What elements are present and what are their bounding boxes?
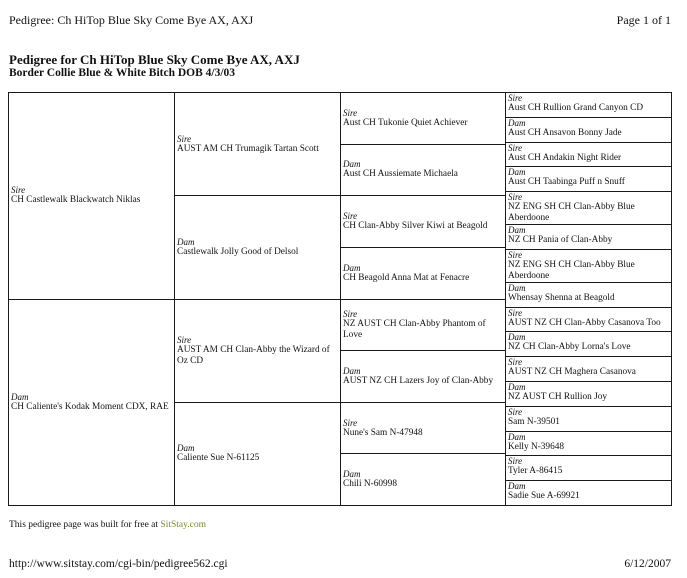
gen4-ancestor-cell (506, 143, 672, 168)
ancestor-role: Dam (508, 225, 526, 236)
generation-3-column (341, 93, 506, 505)
gen3-ancestor-cell (341, 93, 505, 145)
ancestor-role: Sire (508, 456, 523, 467)
ancestor-role: Sire (508, 142, 523, 153)
ancestor-name: CH Beagold Anna Mat at Fenacre (343, 272, 470, 283)
gen1-ancestor-cell (9, 300, 174, 506)
ancestor-name: AUST NZ CH Clan-Abby Casanova Too (508, 317, 661, 328)
gen2-ancestor-cell (175, 196, 340, 299)
ancestor-role: Sire (508, 406, 523, 417)
gen2-ancestor-cell (175, 93, 340, 196)
ancestor-name: Sam N-39501 (508, 416, 560, 427)
ancestor-role: Sire (508, 249, 523, 260)
ancestor-role: Dam (508, 282, 526, 293)
footer-note (9, 520, 206, 530)
ancestor-name: CH Caliente's Kodak Moment CDX, RAE (11, 401, 169, 412)
ancestor-name: Chili N-60998 (343, 479, 397, 490)
ancestor-role: Dam (508, 431, 526, 442)
gen4-ancestor-cell (506, 407, 672, 432)
gen4-ancestor-cell (506, 456, 672, 481)
gen3-ancestor-cell (341, 300, 505, 352)
ancestor-name: Aust CH Rullion Grand Canyon CD (508, 103, 644, 113)
ancestor-role: Dam (11, 391, 29, 402)
ancestor-name: NZ ENG SH CH Clan-Abby Blue Aberdoone (508, 202, 635, 224)
ancestor-name: Kelly N-39648 (508, 441, 565, 452)
ancestor-name: Aust CH Aussiemate Michaela (343, 169, 458, 180)
ancestor-name: Aust CH Ansavon Bonny Jade (508, 127, 622, 138)
ancestor-role: Sire (508, 192, 523, 203)
ancestor-role: Dam (177, 443, 195, 454)
sitstay-link[interactable]: SitStay.com (160, 520, 206, 530)
ancestor-role: Sire (177, 133, 192, 144)
gen4-ancestor-cell (506, 481, 672, 505)
print-date: 6/12/2007 (624, 558, 671, 570)
ancestor-name: Caliente Sue N-61125 (177, 453, 260, 464)
ancestor-role: Sire (343, 211, 358, 222)
ancestor-role: Dam (508, 117, 526, 128)
gen3-ancestor-cell (341, 403, 505, 455)
ancestor-name: Nune's Sam N-47948 (343, 427, 423, 438)
ancestor-name: Sadie Sue A-69921 (508, 491, 580, 502)
gen4-ancestor-cell (506, 332, 672, 357)
generation-1-column (9, 93, 175, 505)
gen4-ancestor-cell (506, 118, 672, 143)
ancestor-name: Aust CH Taabinga Puff n Snuff (508, 177, 625, 188)
ancestor-name: Aust CH Andakin Night Rider (508, 152, 622, 163)
ancestor-name: AUST AM CH Trumagik Tartan Scott (177, 143, 319, 154)
gen3-ancestor-cell (341, 145, 505, 197)
page-title: Pedigree for Ch HiTop Blue Sky Come Bye AX, AXJ (9, 52, 300, 67)
ancestor-name: NZ CH Clan-Abby Lorna's Love (508, 342, 631, 353)
gen3-ancestor-cell (341, 454, 505, 505)
gen4-ancestor-cell (506, 357, 672, 382)
gen4-ancestor-cell (506, 167, 672, 192)
gen2-ancestor-cell (175, 403, 340, 505)
gen4-ancestor-cell (506, 225, 672, 250)
gen4-ancestor-cell (506, 192, 672, 225)
gen1-ancestor-cell (9, 93, 174, 300)
page-url: http://www.sitstay.com/cgi-bin/pedigree562.cgi (9, 558, 228, 570)
ancestor-name: NZ ENG SH CH Clan-Abby Blue Aberdoone (508, 259, 635, 281)
ancestor-role: Dam (508, 481, 526, 492)
ancestor-name: NZ AUST CH Clan-Abby Phantom of Love (343, 318, 486, 340)
ancestor-name: NZ AUST CH Rullion Joy (508, 392, 608, 403)
ancestor-role: Dam (343, 262, 361, 273)
ancestor-role: Sire (343, 107, 358, 118)
gen3-ancestor-cell (341, 248, 505, 300)
ancestor-role: Dam (343, 159, 361, 170)
ancestor-role: Dam (508, 167, 526, 178)
gen4-ancestor-cell (506, 432, 672, 457)
gen4-ancestor-cell (506, 93, 672, 118)
ancestor-name: NZ CH Pania of Clan-Abby (508, 235, 613, 246)
ancestor-name: AUST NZ CH Maghera Casanova (508, 367, 636, 378)
footer-note-text: This pedigree page was built for free at (9, 520, 161, 530)
ancestor-role: Sire (508, 307, 523, 318)
ancestor-name: AUST AM CH Clan-Abby the Wizard of Oz CD (177, 344, 330, 366)
gen4-ancestor-cell (506, 250, 672, 283)
print-header-page: Page 1 of 1 (616, 13, 671, 27)
page-subtitle: Border Collie Blue & White Bitch DOB 4/3/03 (9, 67, 236, 79)
gen3-ancestor-cell (341, 351, 505, 403)
ancestor-name: Tyler A-86415 (508, 466, 563, 477)
ancestor-role: Sire (508, 93, 523, 103)
gen4-ancestor-cell (506, 382, 672, 407)
generation-2-column (175, 93, 341, 505)
ancestor-role: Sire (11, 185, 26, 196)
ancestor-name: Aust CH Tukonie Quiet Achiever (343, 117, 468, 128)
generation-4-column (506, 93, 672, 505)
ancestor-name: CH Clan-Abby Silver Kiwi at Beagold (343, 221, 488, 232)
ancestor-role: Dam (177, 236, 195, 247)
ancestor-role: Dam (343, 469, 361, 480)
gen3-ancestor-cell (341, 196, 505, 248)
ancestor-role: Sire (343, 308, 358, 319)
ancestor-role: Dam (508, 382, 526, 393)
ancestor-role: Dam (508, 332, 526, 343)
ancestor-role: Sire (343, 417, 358, 428)
pedigree-table (8, 92, 672, 506)
ancestor-name: Whensay Shenna at Beagold (508, 292, 615, 303)
ancestor-name: Castlewalk Jolly Good of Delsol (177, 246, 299, 257)
ancestor-name: AUST NZ CH Lazers Joy of Clan-Abby (343, 375, 494, 386)
ancestor-role: Sire (177, 334, 192, 345)
gen4-ancestor-cell (506, 283, 672, 308)
gen2-ancestor-cell (175, 300, 340, 403)
ancestor-role: Dam (343, 365, 361, 376)
gen4-ancestor-cell (506, 308, 672, 333)
ancestor-name: CH Castlewalk Blackwatch Niklas (11, 195, 141, 206)
ancestor-role: Sire (508, 357, 523, 368)
print-header-title: Pedigree: Ch HiTop Blue Sky Come Bye AX, AXJ (9, 13, 254, 27)
